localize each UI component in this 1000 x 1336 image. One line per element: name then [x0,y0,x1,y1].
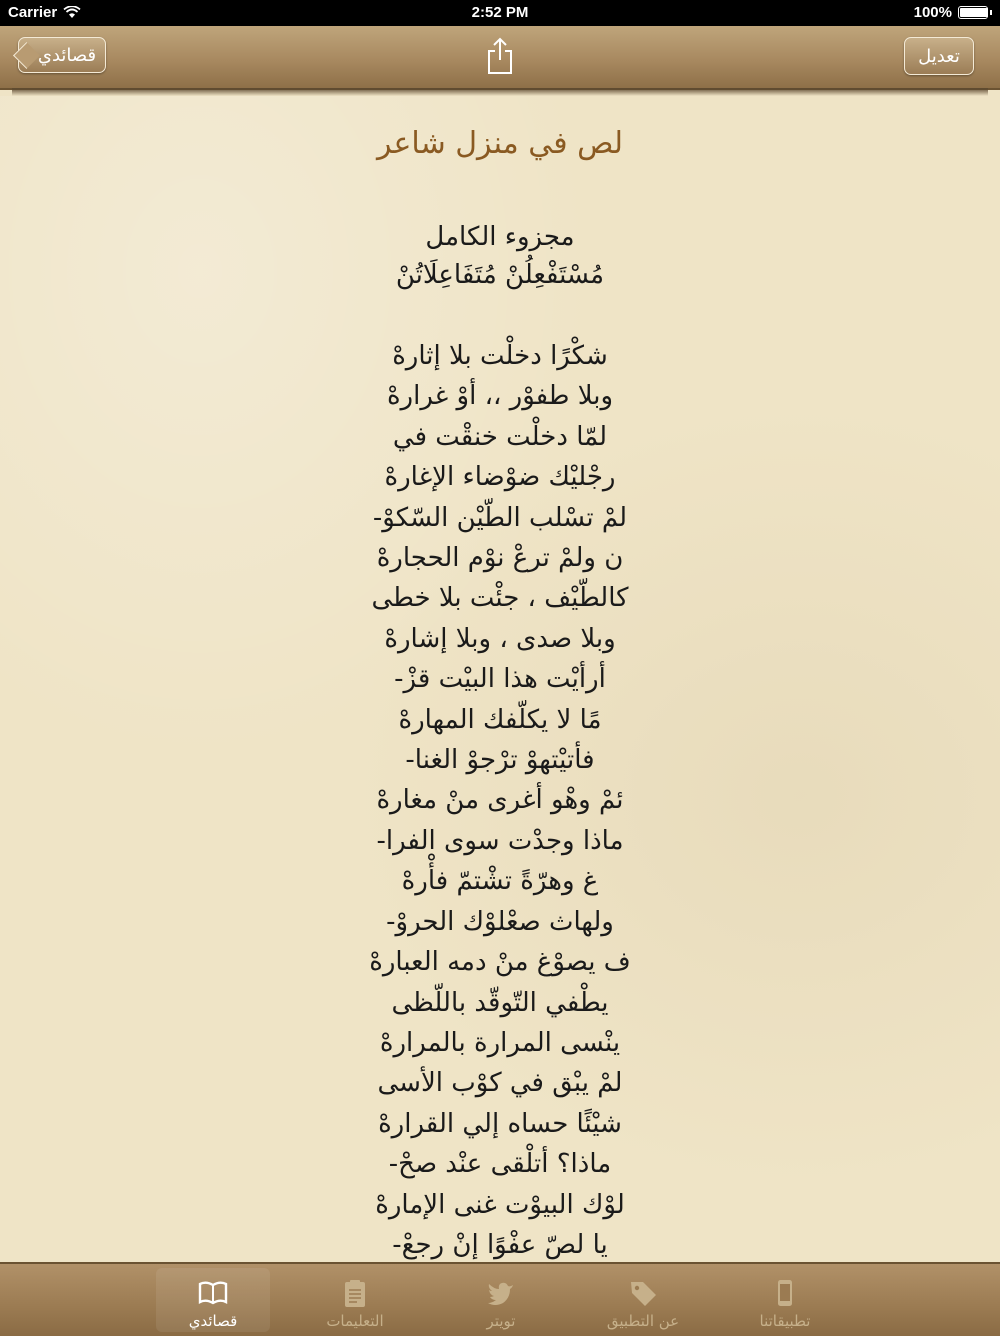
verse-line: لمْ يبْق في كوْب الأسى [377,1068,623,1099]
tab-label: التعليمات [326,1312,384,1330]
verse-line: ن ولمْ ترعْ نوْم الحجارهْ [376,543,624,574]
verse-line: ماذا وجدْت سوى الفرا- [376,825,624,856]
tab-bird[interactable] [436,1264,566,1336]
share-icon[interactable] [485,36,515,76]
verse-line: مًا لا يكلّفك المهارهْ [398,704,602,735]
poem-verses [0,336,1000,1262]
verse-line: لوْك البيوْت غنى الإمارهْ [375,1189,625,1220]
tab-book[interactable] [148,1264,278,1336]
verse-line: غ وهرّةً تشْتمّ فأْرهْ [401,866,599,897]
back-button-label: قصائدي [37,44,97,66]
clipboard-icon [340,1278,370,1308]
nav-shadow [12,88,988,96]
bird-icon [486,1278,516,1308]
book-icon [198,1278,228,1308]
verse-line: ف يصوْغ منْ دمه العبارهْ [369,947,631,978]
verse-line: كالطّيْف ، جئْت بلا خطى [371,583,629,614]
verse-line: يطْفي التّوقّد باللّظى [391,987,609,1018]
tab-label: تطبيقاتنا [759,1312,811,1330]
navigation-bar [0,26,1000,90]
clock: 2:52 PM [471,4,529,21]
verse-line: فأتيْتهوْ ترْجوْ الغنا- [405,745,595,776]
tab-label: تويتر [486,1312,516,1330]
tab-clipboard[interactable] [290,1264,420,1336]
edit-button-label: تعديل [918,45,960,67]
chevron-left-icon [13,42,40,69]
verse-line: أرأيْت هذا البيْت قزْ- [394,664,606,695]
tag-icon [628,1278,658,1308]
tab-bar [0,1262,1000,1336]
tab-label: عن التطبيق [606,1312,680,1330]
verse-line: وبلا صدى ، وبلا إشارهْ [384,623,616,654]
poem-title: لص في منزل شاعر [376,126,624,161]
poem-view[interactable] [0,96,1000,1262]
phone-icon [770,1278,800,1308]
carrier-label: Carrier [8,4,58,21]
poem-meter [0,218,1000,294]
edit-button[interactable] [904,37,974,75]
back-button[interactable] [18,37,106,73]
tab-phone[interactable] [720,1264,850,1336]
verse-line: شيْئًا حساه إلي القرارهْ [378,1108,622,1139]
battery-indicator [914,4,992,21]
meter-pattern: مُسْتَفْعِلُنْ مُتَفَاعِلَاتُنْ [395,260,605,290]
verse-line: ينْسى المرارة بالمرارهْ [379,1027,621,1058]
battery-icon [958,6,988,19]
battery-percent: 100% [913,4,952,21]
verse-line: ئمْ وهْو أغرى منْ مغارهْ [376,785,624,816]
verse-line: يا لصّ عفْوًا إنْ رجعْ- [392,1229,608,1260]
verse-line: ماذا؟ أتلْقى عنْد صحْ- [388,1149,612,1180]
verse-line: لمْ تسْلب الطّيْن السّكوْ- [372,502,628,533]
tab-label: قصائدي [188,1312,238,1330]
verse-line: ولهاث صعْلوْك الحروْ- [386,906,614,937]
verse-line: رجْليْك ضوْضاء الإغارهْ [384,462,616,493]
verse-line: لمّا دخلْت خنقْت في [392,421,608,452]
verse-line: شكْرًا دخلْت بلا إثارهْ [392,341,608,371]
verse-line: وبلا طفوْر ،، أوْ غرارهْ [386,381,614,412]
meter-name: مجزوء الكامل [425,222,575,252]
status-bar [0,0,1000,26]
tab-tag[interactable] [578,1264,708,1336]
